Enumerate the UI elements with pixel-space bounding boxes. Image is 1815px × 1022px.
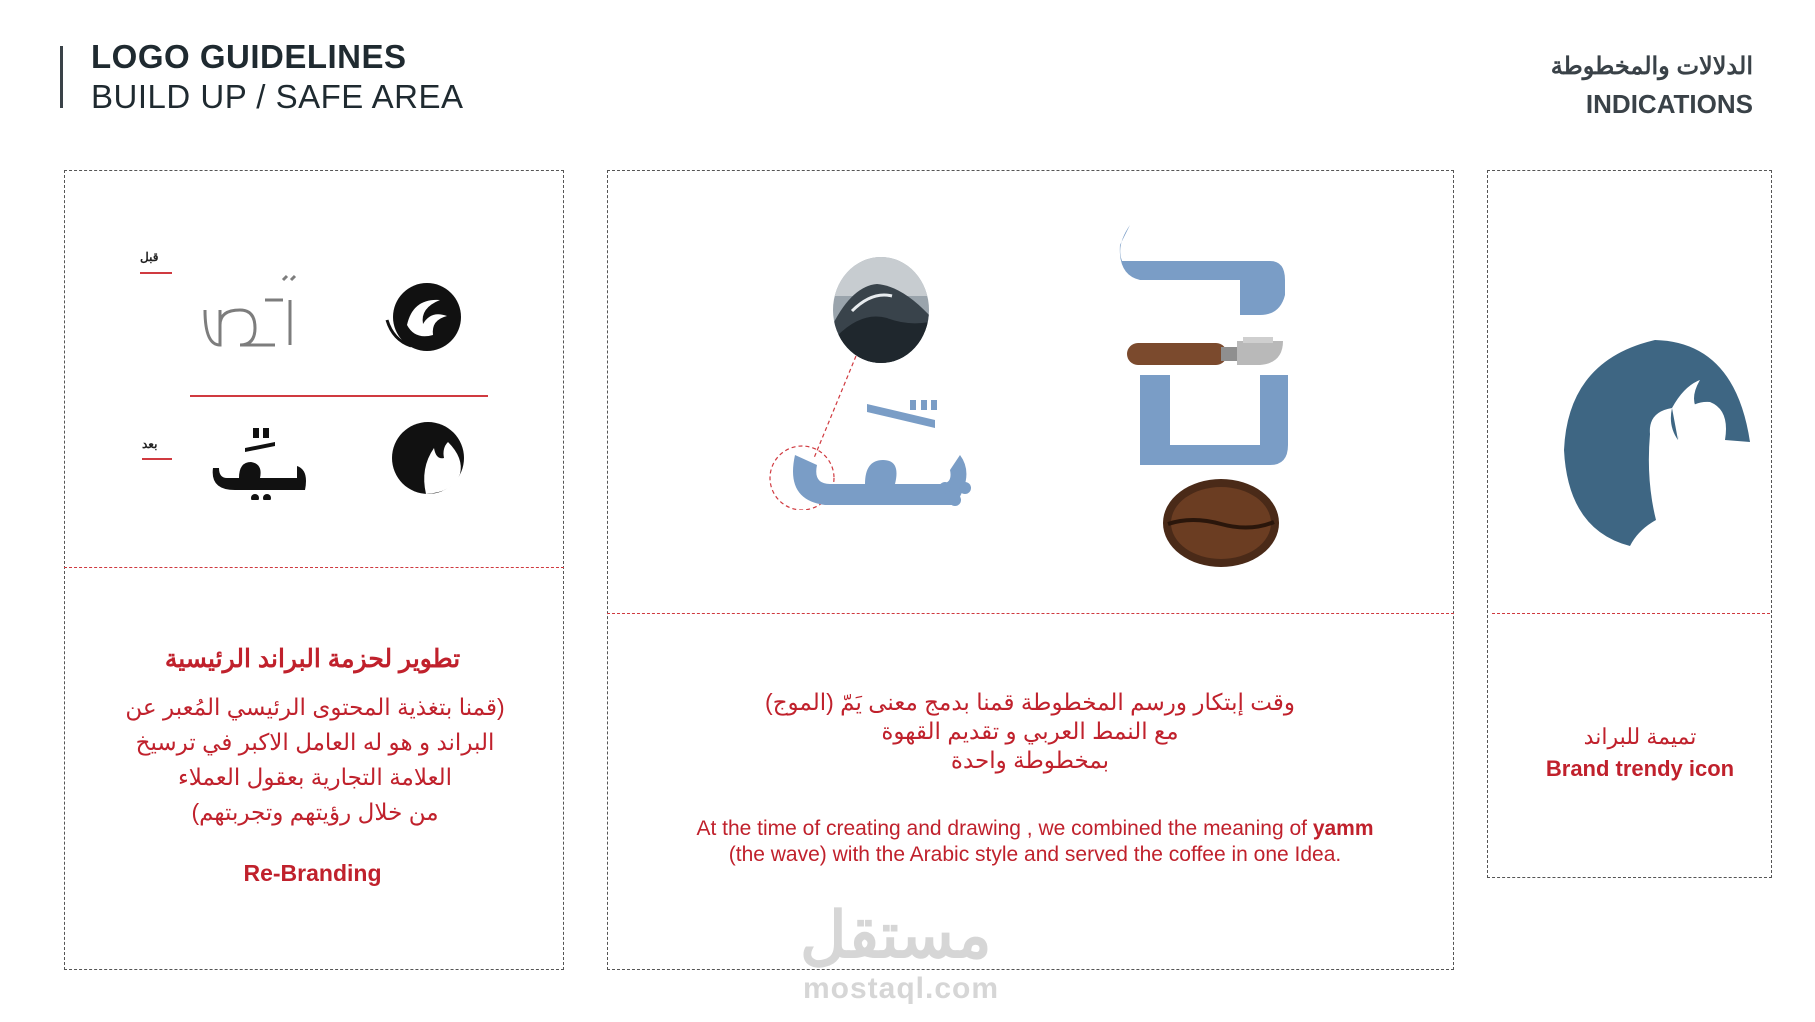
concept-english-bold: yamm (1312, 817, 1374, 840)
rebranding-panel (64, 170, 564, 970)
before-label-underline (140, 272, 172, 274)
concept-arabic-text (610, 688, 1450, 775)
icon-panel-divider (1492, 613, 1770, 614)
new-wordmark (205, 420, 315, 500)
wave-photo (832, 256, 930, 364)
after-label: بعد (142, 437, 158, 451)
brand-trendy-icon (1560, 330, 1750, 550)
concept-arabic-line: مع النمط العربي و تقديم القهوة (881, 718, 1179, 744)
concept-english-prefix: At the time of creating and drawing , we combined the meaning of (696, 817, 1307, 840)
rebranding-paragraph-line: العلامة التجارية بعقول العملاء (177, 764, 453, 790)
title-accent-bar (60, 46, 63, 108)
indications-english: INDICATIONS (1585, 89, 1753, 119)
watermark-logo-arabic: مستقل (800, 899, 992, 971)
concept-panel-divider (607, 613, 1454, 614)
coffee-bean-image (1162, 478, 1280, 568)
before-after-separator (190, 395, 488, 397)
new-wave-icon (390, 418, 466, 498)
rebranding-paragraph-line: من خلال رؤيتهم وتجربتهم) (191, 799, 439, 825)
concept-arabic-line: وقت إبتكار ورسم المخطوطة قمنا بدمج معنى يَمّ (الموج) (765, 689, 1295, 715)
before-label: قبل (140, 250, 159, 264)
icon-arabic-label: تميمة للبراند (1583, 724, 1697, 749)
after-label-underline (142, 458, 172, 460)
old-wordmark (195, 270, 305, 360)
watermark-logo-english: mostaql.com (803, 972, 1000, 1005)
page-subtitle: BUILD UP / SAFE AREA (91, 78, 464, 115)
icon-english-label: Brand trendy icon (1545, 756, 1735, 781)
rebranding-panel-divider (64, 567, 564, 568)
concept-wordmark (785, 400, 985, 550)
rebranding-paragraph-line: (قمنا بتغذية المحتوى الرئيسي المُعبر عن (125, 694, 505, 720)
concept-english-text (690, 816, 1380, 868)
rebranding-footer: Re-Branding (243, 860, 382, 886)
portafilter-image (1125, 333, 1285, 375)
concept-arabic-line: بمخطوطة واحدة (950, 747, 1110, 773)
page-title: LOGO GUIDELINES (91, 38, 407, 75)
rebranding-heading: تطوير لحزمة البراند الرئيسية (164, 645, 461, 673)
rebranding-paragraph (85, 690, 545, 830)
indications-arabic: الدلالات والمخطوطة (1550, 53, 1753, 80)
concept-english-suffix: (the wave) with the Arabic style and served the coffee in one Idea. (728, 843, 1342, 866)
old-wave-icon (385, 280, 467, 354)
rebranding-paragraph-line: البراند و هو له العامل الاكبر في ترسيخ (135, 729, 495, 755)
